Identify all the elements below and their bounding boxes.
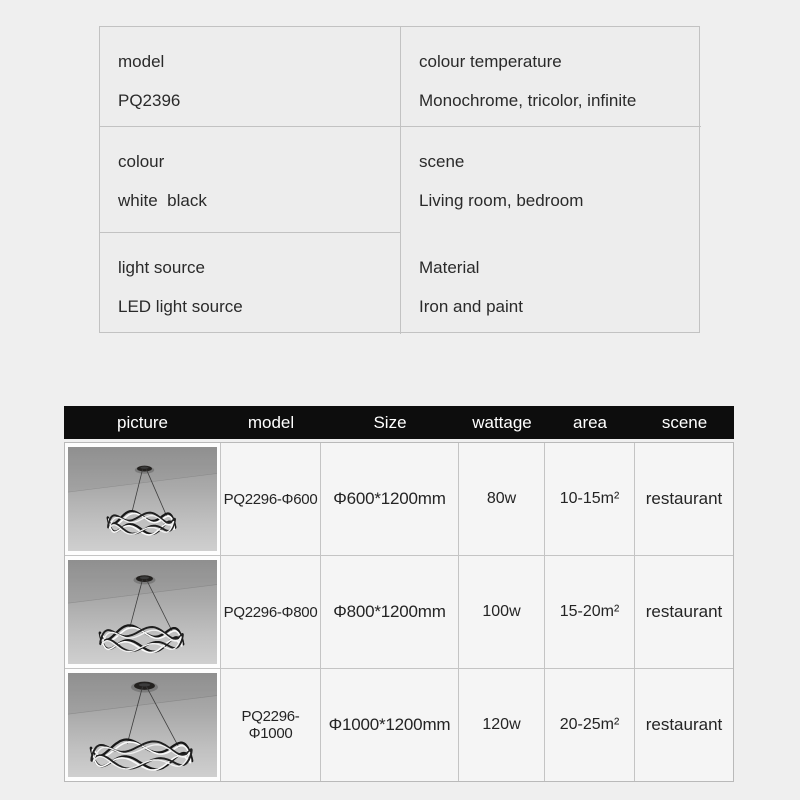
area-cell: 15-20m²: [545, 556, 635, 668]
spec-cell-scene: [401, 127, 701, 233]
spec-value: white black: [118, 191, 207, 210]
header-scene: scene: [661, 412, 708, 432]
table-row: [65, 669, 733, 781]
model-cell: PQ2296-Φ1000: [221, 669, 321, 781]
scene-cell: restaurant: [635, 669, 733, 781]
wattage-cell: 80w: [459, 443, 545, 555]
header-picture: picture: [116, 412, 169, 432]
picture-cell: [65, 669, 221, 781]
pendant-lamp-photo: [68, 673, 217, 777]
spec-label: light source: [118, 258, 205, 277]
size-table-header: [64, 406, 734, 439]
size-cell: Φ800*1200mm: [321, 556, 459, 668]
header-area: area: [572, 412, 608, 432]
scene-cell: restaurant: [635, 443, 733, 555]
pendant-lamp-photo: [68, 560, 217, 664]
spec-label: colour: [118, 152, 165, 171]
model-cell: PQ2296-Φ800: [221, 556, 321, 668]
wattage-cell: 100w: [459, 556, 545, 668]
table-row: [65, 556, 733, 669]
spec-value: Monochrome, tricolor, infinite: [419, 91, 637, 110]
scene-cell: restaurant: [635, 556, 733, 668]
spec-cell-material: [401, 233, 701, 334]
wattage-cell: 120w: [459, 669, 545, 781]
spec-cell-light-source: [100, 233, 401, 334]
header-wattage: wattage: [472, 412, 532, 432]
size-cell: Φ1000*1200mm: [321, 669, 459, 781]
size-table: [64, 406, 734, 782]
spec-label: colour temperature: [419, 52, 562, 71]
spec-cell-colour-temperature: [401, 27, 701, 127]
spec-value: Iron and paint: [419, 297, 523, 316]
spec-cell-colour: [100, 127, 401, 233]
spec-cell-model: [100, 27, 401, 127]
spec-label: Material: [419, 258, 480, 277]
header-model: model: [247, 412, 295, 432]
spec-label: scene: [419, 152, 465, 171]
picture-cell: [65, 443, 221, 555]
spec-value: PQ2396: [118, 91, 181, 110]
picture-cell: [65, 556, 221, 668]
spec-table: [99, 26, 700, 333]
model-cell: PQ2296-Φ600: [221, 443, 321, 555]
area-cell: 20-25m²: [545, 669, 635, 781]
size-table-body: [64, 442, 734, 782]
header-size: Size: [373, 412, 407, 432]
spec-value: LED light source: [118, 297, 243, 316]
spec-label: model: [118, 52, 165, 71]
size-cell: Φ600*1200mm: [321, 443, 459, 555]
table-row: [65, 443, 733, 556]
pendant-lamp-photo: [68, 447, 217, 551]
area-cell: 10-15m²: [545, 443, 635, 555]
spec-value: Living room, bedroom: [419, 191, 584, 210]
